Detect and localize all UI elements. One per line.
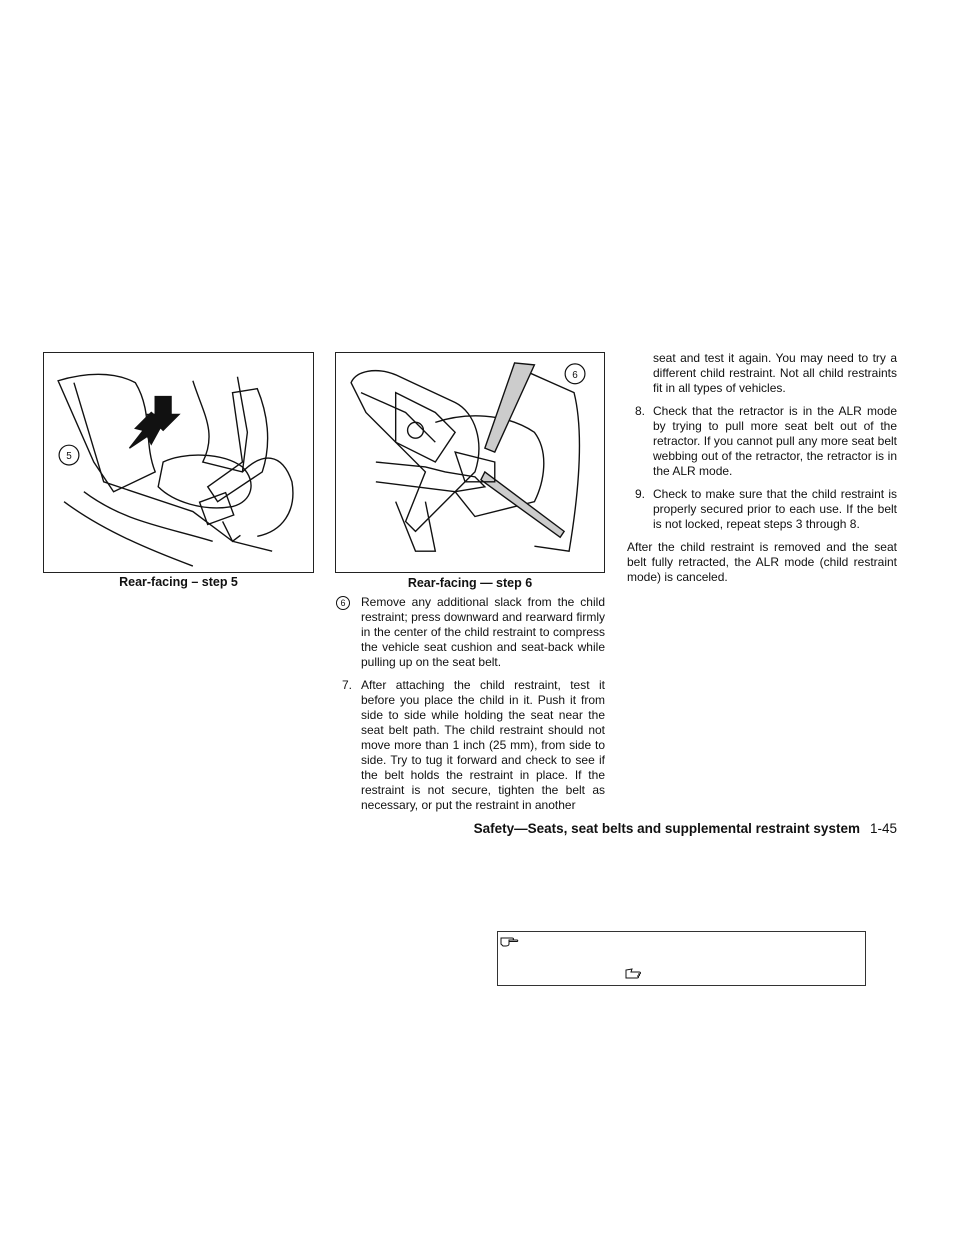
figure-step6 <box>335 352 605 573</box>
step-7 <box>336 678 605 813</box>
illustration-step6 <box>336 353 604 572</box>
pointing-hand-icon <box>625 967 643 985</box>
step-9-number: 9. <box>635 487 646 501</box>
step-6-circle: 6 <box>336 596 350 610</box>
step-7-continuation: seat and test it again. You may need to try a different child restraint. Not all child restraints fit in all types of vehicles. <box>653 351 897 395</box>
step-9 <box>627 487 897 532</box>
section-title: Safety—Seats, seat belts and supplemental restraint system <box>473 821 860 836</box>
illustration-step5 <box>44 353 313 572</box>
caption-step5: Rear-facing – step 5 <box>119 575 238 589</box>
step-9-text: Check to make sure that the child restraint is properly secured prior to each use. If the belt is not locked, repeat steps 3 through 8. <box>653 487 897 531</box>
step-7-number: 7. <box>342 678 353 692</box>
step-6-marker <box>336 595 350 610</box>
step-6 <box>336 595 605 670</box>
step-8 <box>627 404 897 479</box>
column-right <box>627 351 897 585</box>
caption-step6: Rear-facing — step 6 <box>407 576 533 590</box>
closing-paragraph: After the child restraint is removed and the seat belt fully retracted, the ALR mode (child restraint mode) is canceled. <box>627 540 897 584</box>
page-number: 1-45 <box>869 821 897 836</box>
step-8-text: Check that the retractor is in the ALR mode by trying to pull more seat belt out of the retractor. If you cannot pull any more seat belt webbing out of the retractor, the retractor is in the ALR mode. <box>653 404 897 478</box>
reference-box <box>497 931 866 986</box>
step-6-text: Remove any additional slack from the child restraint; press downward and rearward firmly in the center of the child restraint to compress the vehicle seat cushion and seat-back while pulling up on the seat belt. <box>361 595 605 669</box>
step-7-text: After attaching the child restraint, test it before you place the child in it. Push it from side to side while holding the seat near the seat belt path. The child restraint should not move more than 1 inch (25 mm), from side to side. Try to tug it forward and check to see if the belt holds the restraint in place. If the restraint is not secure, tighten the belt as necessary, or put the restraint in another <box>361 678 605 812</box>
pointing-hand-icon <box>500 934 520 952</box>
figure-step5 <box>43 352 314 573</box>
callout-5: 5 <box>66 451 72 463</box>
page-footer <box>380 821 897 836</box>
column-middle <box>336 595 605 813</box>
callout-6: 6 <box>572 369 578 381</box>
step-8-number: 8. <box>635 404 646 418</box>
